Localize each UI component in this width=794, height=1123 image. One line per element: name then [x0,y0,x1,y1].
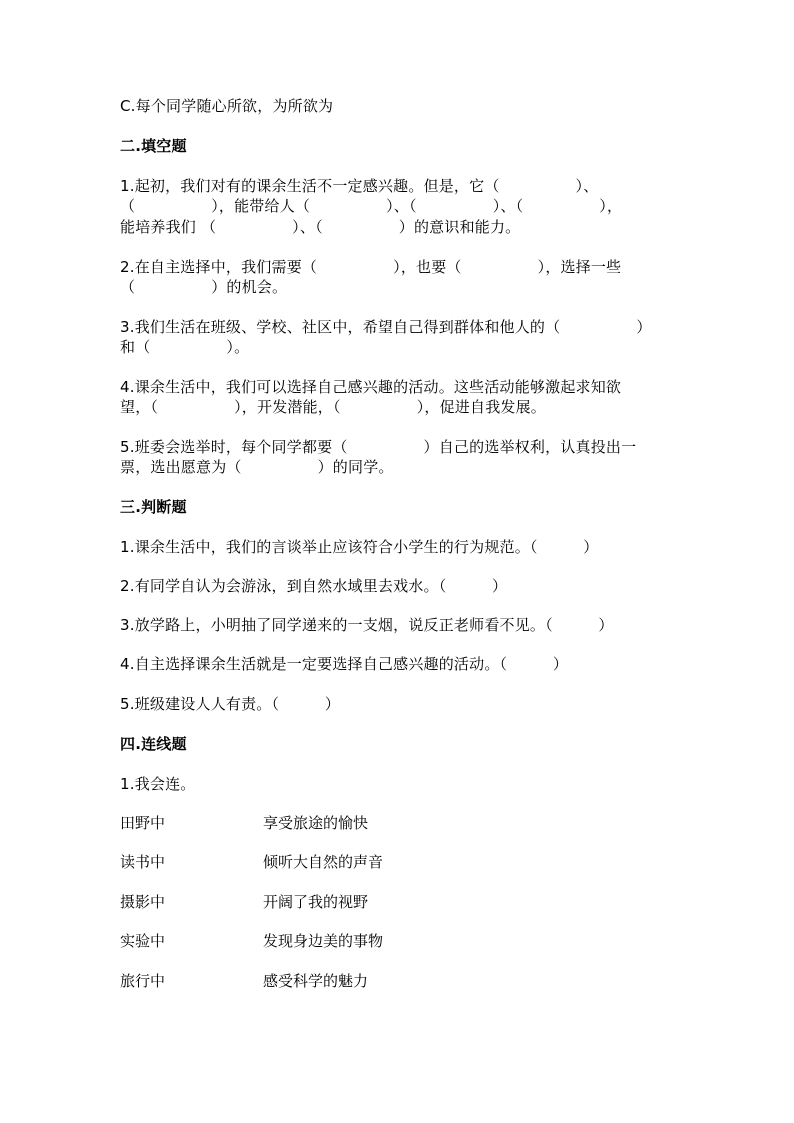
q2-4-line-1: 4.课余生活中，我们可以选择自己感兴趣的活动。这些活动能够激起求知欲 [120,378,622,396]
match-right-4: 发现身边美的事物 [263,932,384,950]
option-c: C.每个同学随心所欲，为所欲为 [120,97,334,115]
match-left-4: 实验中 [120,932,166,950]
q2-4-line-2: 望，（ ），开发潜能，（ ），促进自我发展。 [120,398,547,416]
match-left-3: 摄影中 [120,893,166,911]
tf-item-2: 2.有同学自认为会游泳，到自然水域里去戏水。（ ） [120,577,508,595]
section-3-title: 三.判断题 [120,498,187,516]
q2-3-line-2: 和（ ）。 [120,338,250,356]
q2-5-line-2: 票，选出愿意为（ ）的同学。 [120,458,394,476]
section-2-title: 二.填空题 [120,137,187,155]
q2-1-line-2: （ ），能带给人（ ）、（ ）、（ ）， [120,197,623,215]
tf-item-5: 5.班级建设人人有责。（ ） [120,695,341,713]
match-left-1: 田野中 [120,814,166,832]
q2-2-line-2: （ ）的机会。 [120,278,288,296]
q2-1-line-1: 1.起初，我们对有的课余生活不一定感兴趣。但是，它（ ）、 [120,177,599,195]
match-left-2: 读书中 [120,853,166,871]
tf-item-1: 1.课余生活中，我们的言谈举止应该符合小学生的行为规范。（ ） [120,538,599,556]
q2-3-line-1: 3.我们生活在班级、学校、社区中，希望自己得到群体和他人的（ ） [120,318,652,336]
match-right-1: 享受旅途的愉快 [263,814,369,832]
match-right-3: 开阔了我的视野 [263,893,369,911]
match-right-2: 倾听大自然的声音 [263,853,384,871]
match-prompt: 1.我会连。 [120,775,196,793]
tf-item-4: 4.自主选择课余生活就是一定要选择自己感兴趣的活动。（ ） [120,655,569,673]
tf-item-3: 3.放学路上，小明抽了同学递来的一支烟，说反正老师看不见。（ ） [120,616,614,634]
match-left-5: 旅行中 [120,972,166,990]
q2-1-line-3: 能培养我们 （ ）、（ ）的意识和能力。 [120,218,521,236]
section-4-title: 四.连线题 [120,735,187,753]
q2-2-line-1: 2.在自主选择中，我们需要（ ），也要（ ），选择一些 [120,258,622,276]
q2-5-line-1: 5.班委会选举时，每个同学都要（ ）自己的选举权利，认真投出一 [120,438,637,456]
match-right-5: 感受科学的魅力 [263,972,369,990]
